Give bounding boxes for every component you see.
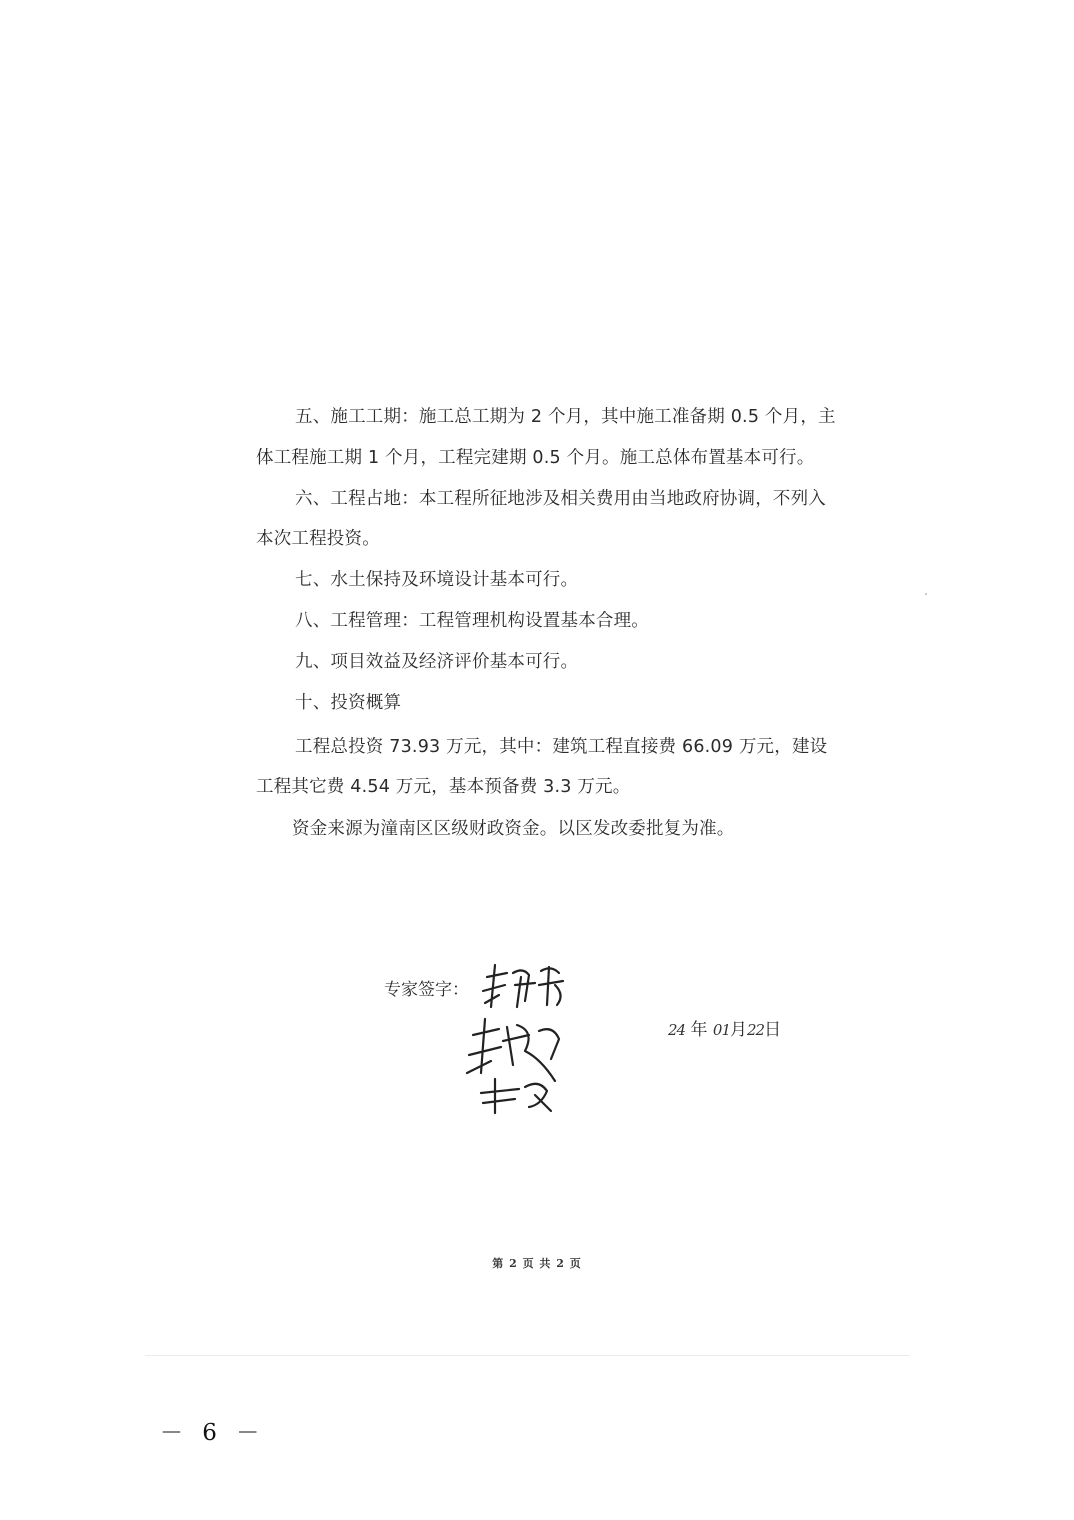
paragraph-management: 八、工程管理：工程管理机构设置基本合理。 — [295, 611, 649, 631]
paragraph-construction-period-1: 五、施工工期：施工总工期为 2 个月，其中施工准备期 0.5 个月，主 — [295, 407, 836, 427]
page-number: － 6 － — [160, 1420, 266, 1446]
signature-date — [668, 1015, 781, 1040]
scan-speck — [925, 593, 927, 595]
paragraph-investment-1: 工程总投资 73.93 万元，其中：建筑工程直接费 66.09 万元，建设 — [295, 737, 828, 757]
date-day-handwritten: 22 — [747, 1021, 765, 1039]
signature-label: 专家签字： — [384, 980, 469, 1000]
date-year-handwritten: 24 — [668, 1021, 686, 1039]
paragraph-soil-conservation: 七、水土保持及环境设计基本可行。 — [295, 570, 579, 590]
paragraph-investment-heading: 十、投资概算 — [295, 693, 402, 713]
scan-edge-divider — [145, 1355, 910, 1356]
paragraph-investment-2: 工程其它费 4.54 万元，基本预备费 3.3 万元。 — [256, 777, 631, 797]
paragraph-land-use-1: 六、工程占地：本工程所征地涉及相关费用由当地政府协调，不列入 — [295, 489, 826, 509]
paragraph-construction-period-2: 体工程施工期 1 个月，工程完建期 0.5 个月。施工总体布置基本可行。 — [256, 448, 815, 468]
handwritten-signatures — [455, 955, 595, 1120]
date-year-char: 年 — [690, 1020, 708, 1040]
paragraph-land-use-2: 本次工程投资。 — [256, 529, 380, 549]
paragraph-fund-source: 资金来源为潼南区区级财政资金。以区发改委批复为准。 — [292, 819, 735, 839]
date-day-char: 日 — [764, 1020, 782, 1040]
page-footer: 第 2 页 共 2 页 — [492, 1257, 582, 1270]
date-month-char: 月 — [730, 1020, 747, 1040]
date-month-handwritten: 01 — [712, 1021, 730, 1039]
paragraph-benefits: 九、项目效益及经济评价基本可行。 — [295, 652, 579, 672]
